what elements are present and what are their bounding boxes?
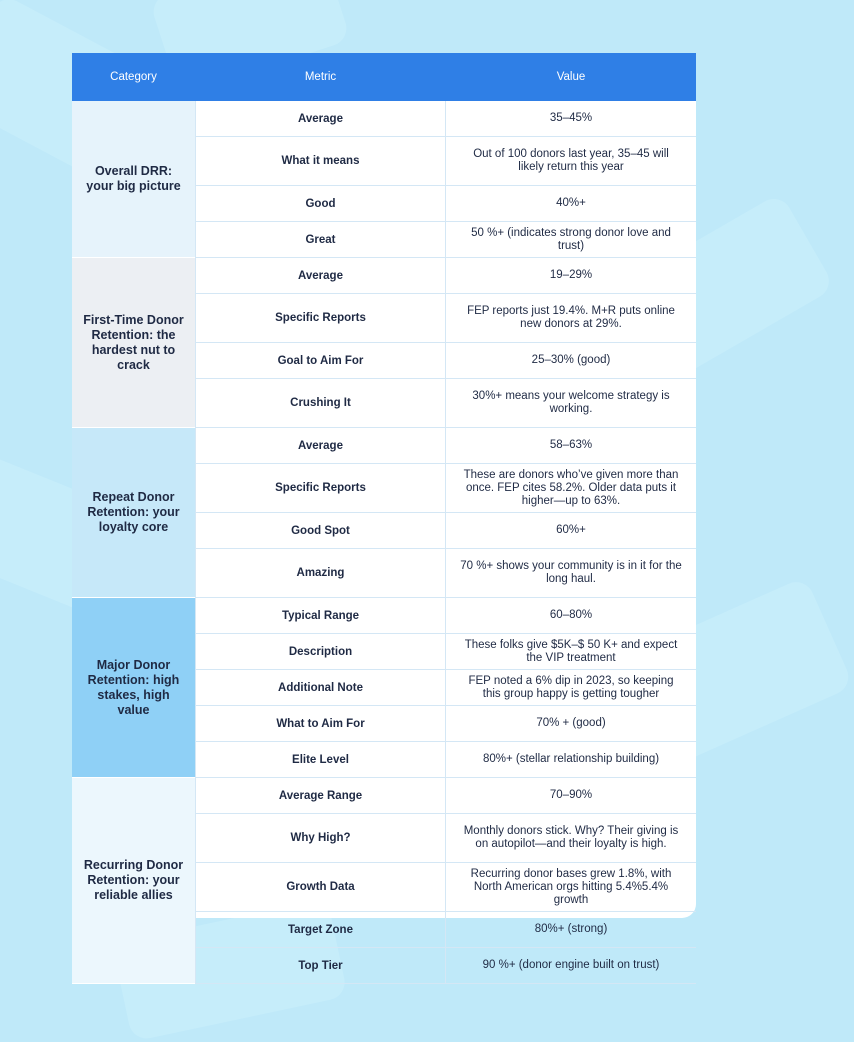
table-row xyxy=(195,137,696,186)
table-row xyxy=(195,634,696,670)
value-cell: 25–30% (good) xyxy=(531,354,611,366)
metric-cell: What to Aim For xyxy=(195,706,446,741)
metric-cell: Top Tier xyxy=(195,948,446,983)
value-cell: 90 %+ (donor engine built on trust) xyxy=(482,959,660,971)
table-header xyxy=(72,53,696,101)
metric-cell: Target Zone xyxy=(195,912,446,947)
table-row xyxy=(195,222,696,258)
metric-cell: Good Spot xyxy=(195,513,446,548)
value-cell: 70 %+ shows your community is in it for the long haul. xyxy=(460,560,682,585)
metric-cell: Typical Range xyxy=(195,598,446,633)
metric-cell: Elite Level xyxy=(195,742,446,777)
category-group xyxy=(72,778,696,984)
category-cell: Recurring Donor Retention: your reliable allies xyxy=(72,778,195,984)
value-cell: 70–90% xyxy=(549,789,593,801)
value-cell: FEP noted a 6% dip in 2023, so keeping this group happy is getting tougher xyxy=(468,674,674,700)
metric-cell: Description xyxy=(195,634,446,669)
table-row xyxy=(195,706,696,742)
value-cell: 60%+ xyxy=(556,524,586,536)
category-group xyxy=(72,598,696,778)
value-cell: Monthly donors stick. Why? Their giving is on autopilot—and their loyalty is high. xyxy=(463,825,679,850)
retention-table xyxy=(72,53,696,972)
value-cell: 40%+ xyxy=(556,197,586,209)
value-cell: Out of 100 donors last year, 35–45 will likely return this year xyxy=(473,148,669,173)
table-row xyxy=(195,258,696,294)
value-cell: 50 %+ (indicates strong donor love and trust) xyxy=(471,226,671,252)
table-row xyxy=(195,464,696,513)
table-row xyxy=(195,343,696,379)
metric-cell: Average xyxy=(195,101,446,136)
metric-cell: Goal to Aim For xyxy=(195,343,446,378)
value-cell: These folks give $5K–$ 50 K+ and expect the VIP treatment xyxy=(464,638,678,664)
table-row xyxy=(195,912,696,948)
metric-cell: Great xyxy=(195,222,446,257)
metric-cell: Crushing It xyxy=(195,379,446,427)
table-row xyxy=(195,778,696,814)
table-row xyxy=(195,513,696,549)
category-group xyxy=(72,101,696,258)
value-cell: 60–80% xyxy=(549,609,593,621)
header-metric: Metric xyxy=(304,71,337,83)
table-row xyxy=(195,294,696,343)
metric-cell: Specific Reports xyxy=(195,294,446,342)
metric-cell: Good xyxy=(195,186,446,221)
category-cell: Overall DRR: your big picture xyxy=(72,101,195,258)
category-cell: Major Donor Retention: high stakes, high value xyxy=(72,598,195,778)
table-row xyxy=(195,814,696,863)
metric-cell: Growth Data xyxy=(195,863,446,911)
header-category: Category xyxy=(110,71,157,83)
table-row xyxy=(195,948,696,984)
value-cell: 30%+ means your welcome strategy is working. xyxy=(472,390,670,415)
table-row xyxy=(195,863,696,912)
category-cell: Repeat Donor Retention: your loyalty core xyxy=(72,428,195,598)
category-group xyxy=(72,258,696,428)
metric-cell: Additional Note xyxy=(195,670,446,705)
metric-cell: Average xyxy=(195,258,446,293)
value-cell: 70% + (good) xyxy=(536,717,606,729)
table-row xyxy=(195,742,696,778)
table-row xyxy=(195,101,696,137)
header-value: Value xyxy=(556,71,586,83)
value-cell: 80%+ (stellar relationship building) xyxy=(482,753,660,765)
value-cell: 80%+ (strong) xyxy=(534,923,608,935)
table-row xyxy=(195,186,696,222)
table-row xyxy=(195,549,696,598)
value-cell: These are donors who’ve given more than once. FEP cites 58.2%. Older data puts it higher—up to 63%. xyxy=(463,468,679,507)
metric-cell: What it means xyxy=(195,137,446,185)
value-cell: Recurring donor bases grew 1.8%, with North American orgs hitting 5.4%5.4% growth xyxy=(470,867,672,906)
table-body xyxy=(72,101,696,984)
table-row xyxy=(195,428,696,464)
value-cell: 35–45% xyxy=(549,112,593,124)
table-row xyxy=(195,379,696,428)
metric-cell: Why High? xyxy=(195,814,446,862)
category-cell: First-Time Donor Retention: the hardest nut to crack xyxy=(72,258,195,428)
metric-cell: Average Range xyxy=(195,778,446,813)
category-group xyxy=(72,428,696,598)
table-row xyxy=(195,598,696,634)
metric-cell: Amazing xyxy=(195,549,446,597)
value-cell: 19–29% xyxy=(549,269,593,281)
metric-cell: Average xyxy=(195,428,446,463)
value-cell: FEP reports just 19.4%. M+R puts online new donors at 29%. xyxy=(467,305,675,330)
table-row xyxy=(195,670,696,706)
metric-cell: Specific Reports xyxy=(195,464,446,512)
value-cell: 58–63% xyxy=(549,439,593,451)
